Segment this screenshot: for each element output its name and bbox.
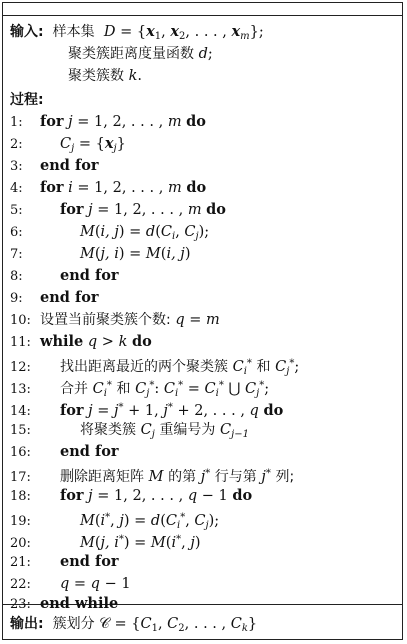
step-15: 15: 将聚类簇 $C_j$ 重编号为 $C_{j-1}$ — [10, 422, 249, 440]
input-line-1: 输入: 样本集 $D = \{x_1$, $x_2$, . . . , $x_m$}; — [10, 23, 264, 42]
input-line-2: 聚类簇距离度量函数 d; — [68, 46, 213, 62]
step-18: 18: for j = 1, 2, . . . , q − 1 do — [10, 487, 253, 504]
input-line-3: 聚类簇数 k. — [68, 68, 143, 84]
step-11: 11: while q > k do — [10, 333, 152, 350]
input-label: 输入: — [10, 24, 44, 40]
output-label: 输出: — [10, 616, 44, 632]
step-21: 21: end for — [10, 553, 119, 570]
step-9: 9: end for — [10, 289, 99, 306]
step-20: 20: M(j, i*) = M(i*, j) — [10, 534, 201, 551]
step-22: 22: q = q − 1 — [10, 576, 131, 592]
step-8: 8: end for — [10, 267, 119, 284]
step-14: 14: for j = j* + 1, j* + 2, . . . , q do — [10, 402, 284, 419]
top-rule — [2, 15, 403, 16]
step-12: 12: 找出距离最近的两个聚类簇 $C_i^*$ 和 $C_j^*$; — [10, 358, 300, 377]
input-text-1: 样本集 — [48, 24, 95, 40]
step-3: 3: end for — [10, 157, 99, 174]
step-6: 6: M(i, $j) = d(C_i$, $C_j$); — [10, 224, 210, 242]
step-16: 16: end for — [10, 443, 119, 460]
step-5: 5: for j = 1, 2, . . . , m do — [10, 201, 226, 218]
step-17: 17: 删除距离矩阵 M 的第 j* 行与第 j* 列; — [10, 468, 295, 485]
process-label: 过程: — [10, 92, 44, 108]
output-line: 输出: 簇划分 𝒞 = {$C_1$, $C_2$, . . . , $C_k$} — [10, 616, 258, 634]
step-10: 10: 设置当前聚类簇个数: q = m — [10, 312, 220, 328]
step-19: 19: M(i*, $j) = d(C_i^*$, $C_j$); — [10, 512, 220, 531]
step-13: 13: 合并 $C_i^*$ 和 $C_j^*$: $C_i^* = C_i^*$ ⋃ $C_j^*$; — [10, 380, 270, 399]
step-7: 7: M(j, i) = M(i, j) — [10, 246, 191, 262]
step-4: 4: for i = 1, 2, . . . , m do — [10, 179, 207, 196]
step-2: 2: $C_j = \{x_j\}$ — [10, 135, 126, 154]
step-1: 1: for j = 1, 2, . . . , m do — [10, 113, 206, 130]
step-23: 23: end while — [10, 595, 119, 612]
